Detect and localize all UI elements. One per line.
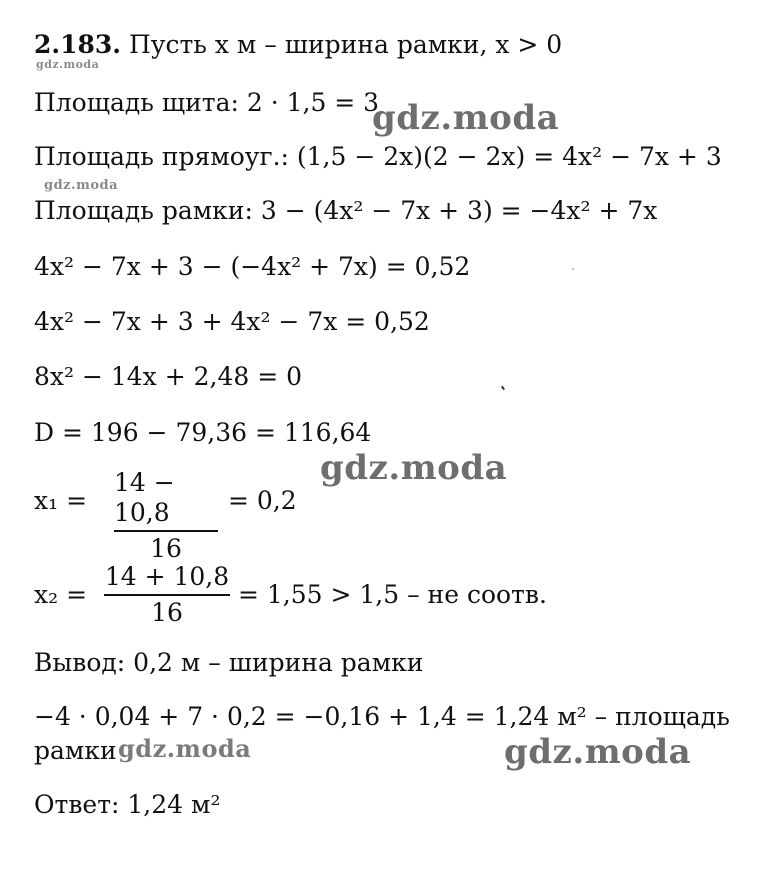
problem-number: 2.183. <box>34 30 121 59</box>
watermark-large-3: gdz.moda <box>504 732 692 772</box>
problem-intro: Пусть x м – ширина рамки, x > 0 <box>128 30 563 59</box>
conclusion-text: 0,2 м – ширина рамки <box>133 648 424 677</box>
root-1-label: x₁ = <box>34 486 88 515</box>
equation-2: 4x² − 7x + 3 + 4x² − 7x = 0,52 <box>34 307 430 336</box>
line-frame-area: Площадь рамки: 3 − (4x² − 7x + 3) = −4x² + 7x <box>34 196 658 225</box>
watermark-small: gdz.moda <box>36 58 100 71</box>
discriminant: D = 196 − 79,36 = 116,64 <box>34 418 372 447</box>
watermark-medium: gdz.moda <box>118 734 252 763</box>
root-1-result: = 0,2 <box>228 486 297 515</box>
speck-2 <box>501 386 505 390</box>
fraction-bar <box>114 530 218 532</box>
root-1-numerator: 14 − 10,8 <box>114 468 175 527</box>
line-rectangle-area: Площадь прямоуг.: (1,5 − 2x)(2 − 2x) = 4x² − 7x + 3 <box>34 142 722 171</box>
root-2-numerator: 14 + 10,8 <box>104 562 230 591</box>
speck <box>572 268 575 271</box>
conclusion <box>34 648 423 678</box>
answer: Ответ: 1,24 м² <box>34 790 221 819</box>
line-shield-area: Площадь щита: 2 · 1,5 = 3 <box>34 88 380 117</box>
equation-3: 8x² − 14x + 2,48 = 0 <box>34 362 303 391</box>
conclusion-label: Вывод: <box>34 648 126 677</box>
root-1-denominator: 16 <box>150 534 182 563</box>
watermark-small-2: gdz.moda <box>44 178 119 193</box>
equation-1: 4x² − 7x + 3 − (−4x² + 7x) = 0,52 <box>34 252 471 281</box>
frame-area-calculation: −4 · 0,04 + 7 · 0,2 = −0,16 + 1,4 = 1,24 м² – площадь <box>34 702 730 731</box>
root-2-result: = 1,55 > 1,5 – не соотв. <box>238 580 547 609</box>
frame-area-calculation-cont: рамки <box>34 736 117 765</box>
root-2-denominator: 16 <box>151 598 183 627</box>
root-2-label: x₂ = <box>34 580 88 609</box>
watermark-large-2: gdz.moda <box>320 448 508 488</box>
root-2-fraction <box>104 562 230 628</box>
root-1-fraction <box>114 468 218 564</box>
watermark-large: gdz.moda <box>372 98 560 138</box>
problem-header <box>34 30 562 60</box>
fraction-bar <box>104 594 230 596</box>
